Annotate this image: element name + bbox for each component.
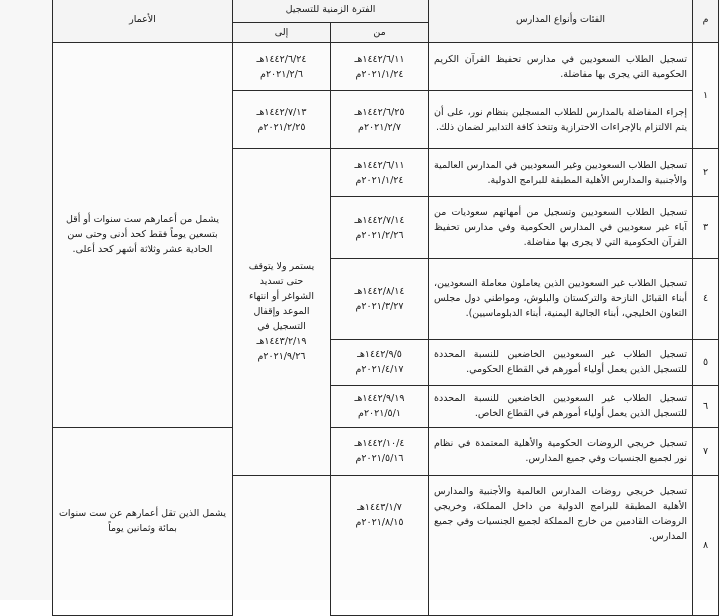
header-number: م — [693, 0, 719, 43]
from-hijri: ١٤٤٢/٦/١١هـ — [354, 159, 405, 171]
row-description: تسجيل الطلاب السعوديين وتسجيل من أمهاتهم سعوديات من آباء غير سعوديين في المدارس الحكومية وفي مدارس تحفيظ القرآن الحكومية التي لا يجرى بها مفاضلة. — [429, 197, 693, 259]
until-note: يستمر ولا يتوقف حتى تسديد الشواغر أو انتهاء الموعد وإقفال التسجيل في ١٤٤٣/٢/١٩هـ ٢٠٢١/٩/٢٦م — [233, 149, 331, 475]
header-to: إلى — [233, 23, 331, 43]
row-from-date — [331, 197, 429, 259]
row-number: ٥ — [693, 339, 719, 385]
row-number: ٨ — [693, 475, 719, 615]
row-to-date — [233, 91, 331, 149]
from-gregorian: ٢٠٢١/٥/١٦م — [355, 453, 404, 465]
registration-table — [52, 0, 719, 616]
row-description: تسجيل خريجي الروضات الحكومية والأهلية المعتمدة في نظام نور لجميع الجنسيات وفي جميع المدارس. — [429, 427, 693, 475]
row-number: ٧ — [693, 427, 719, 475]
header-from: من — [331, 23, 429, 43]
header-category: الفئات وأنواع المدارس — [429, 0, 693, 43]
from-hijri: ١٤٤٢/٩/١٩هـ — [354, 393, 405, 405]
row-description: تسجيل الطلاب غير السعوديين الذين يعاملون معاملة السعوديين، أبناء القبائل النازحة والتركستان والبلوش، ومواطني دول مجلس التعاون الخليجي، أبناء الجالية اليمنية، أبناء الدبلوماسيين). — [429, 259, 693, 339]
from-hijri: ١٤٤٢/٦/١١هـ — [354, 53, 405, 65]
from-gregorian: ٢٠٢١/٢/٢٦م — [355, 229, 404, 241]
row-from-date — [331, 91, 429, 149]
from-gregorian: ٢٠٢١/٥/١م — [358, 408, 401, 420]
row-from-date — [331, 339, 429, 385]
row-number: ٤ — [693, 259, 719, 339]
row-description: تسجيل الطلاب السعوديين في مدارس تحفيظ القرآن الكريم الحكومية التي يجرى بها مفاضلة. — [429, 43, 693, 91]
header-ages: الأعمار — [53, 0, 233, 43]
from-hijri: ١٤٤٢/١٠/٤هـ — [354, 438, 405, 450]
to-hijri: ١٤٤٢/٧/١٣هـ — [256, 106, 307, 118]
from-gregorian: ٢٠٢١/٨/١٥م — [355, 516, 404, 528]
row-number: ٣ — [693, 197, 719, 259]
row-number: ٦ — [693, 385, 719, 427]
row-description: تسجيل الطلاب غير السعوديين الخاضعين للنسبة المحددة للتسجيل الذين يعمل أولياء أمورهم في القطاع الخاص. — [429, 385, 693, 427]
row-description: تسجيل الطلاب السعوديين وغير السعوديين في المدارس العالمية والأجنبية والمدارس الأهلية المطبقة للبرامج الدولية. — [429, 149, 693, 197]
header-period: الفترة الزمنية للتسجيل — [233, 0, 429, 23]
from-hijri: ١٤٤٢/٩/٥هـ — [357, 349, 402, 361]
row-from-date — [331, 149, 429, 197]
from-hijri: ١٤٤٢/٦/٢٥هـ — [354, 106, 405, 118]
from-gregorian: ٢٠٢١/١/٢٤م — [355, 174, 404, 186]
row-description: إجراء المفاضلة بالمدارس للطلاب المسجلين بنظام نور، على أن يتم الالتزام بالإجراءات الاحترازية وتتخذ كافة التدابير لضمان ذلك. — [429, 91, 693, 149]
from-hijri: ١٤٤٢/٨/١٤هـ — [354, 285, 405, 297]
row-from-date — [331, 43, 429, 91]
row-description: تسجيل خريجي روضات المدارس العالمية والأجنبية والمدارس الأهلية المطبقة للبرامج الدولية من داخل المملكة، وخريجي الروضات القادمين من خارج المملكة لجميع الجنسيات وفي جميع المدارس. — [429, 475, 693, 615]
row-from-date — [331, 385, 429, 427]
row-from-date — [331, 259, 429, 339]
row-from-date — [331, 427, 429, 475]
from-gregorian: ٢٠٢١/٣/٢٧م — [355, 300, 404, 312]
row-description: تسجيل الطلاب غير السعوديين الخاضعين للنسبة المحددة للتسجيل الذين يعمل أولياء أمورهم في القطاع الحكومي. — [429, 339, 693, 385]
from-gregorian: ٢٠٢١/١/٢٤م — [355, 68, 404, 80]
age-note-first: يشمل من أعمارهم ست سنوات أو أقل بتسعين يوماً فقط كحد أدنى وحتى سن الحادية عشر وثلاثة أشهر كحد أعلى. — [53, 43, 233, 428]
age-note-second: يشمل الذين تقل أعمارهم عن ست سنوات بمائة وثمانين يوماً — [53, 427, 233, 615]
row-number: ١ — [693, 43, 719, 149]
row-number: ٢ — [693, 149, 719, 197]
to-gregorian: ٢٠٢١/٢/٦م — [260, 68, 303, 80]
from-hijri: ١٤٤٣/١/٧هـ — [357, 501, 402, 513]
row-to-date — [233, 43, 331, 91]
to-gregorian: ٢٠٢١/٢/٢٥م — [257, 121, 306, 133]
page-margin — [0, 0, 52, 600]
from-gregorian: ٢٠٢١/٢/٧م — [358, 121, 401, 133]
from-hijri: ١٤٤٢/٧/١٤هـ — [354, 214, 405, 226]
to-hijri: ١٤٤٢/٦/٢٤هـ — [256, 53, 307, 65]
row-from-date — [331, 475, 429, 615]
from-gregorian: ٢٠٢١/٤/١٧م — [355, 364, 404, 376]
